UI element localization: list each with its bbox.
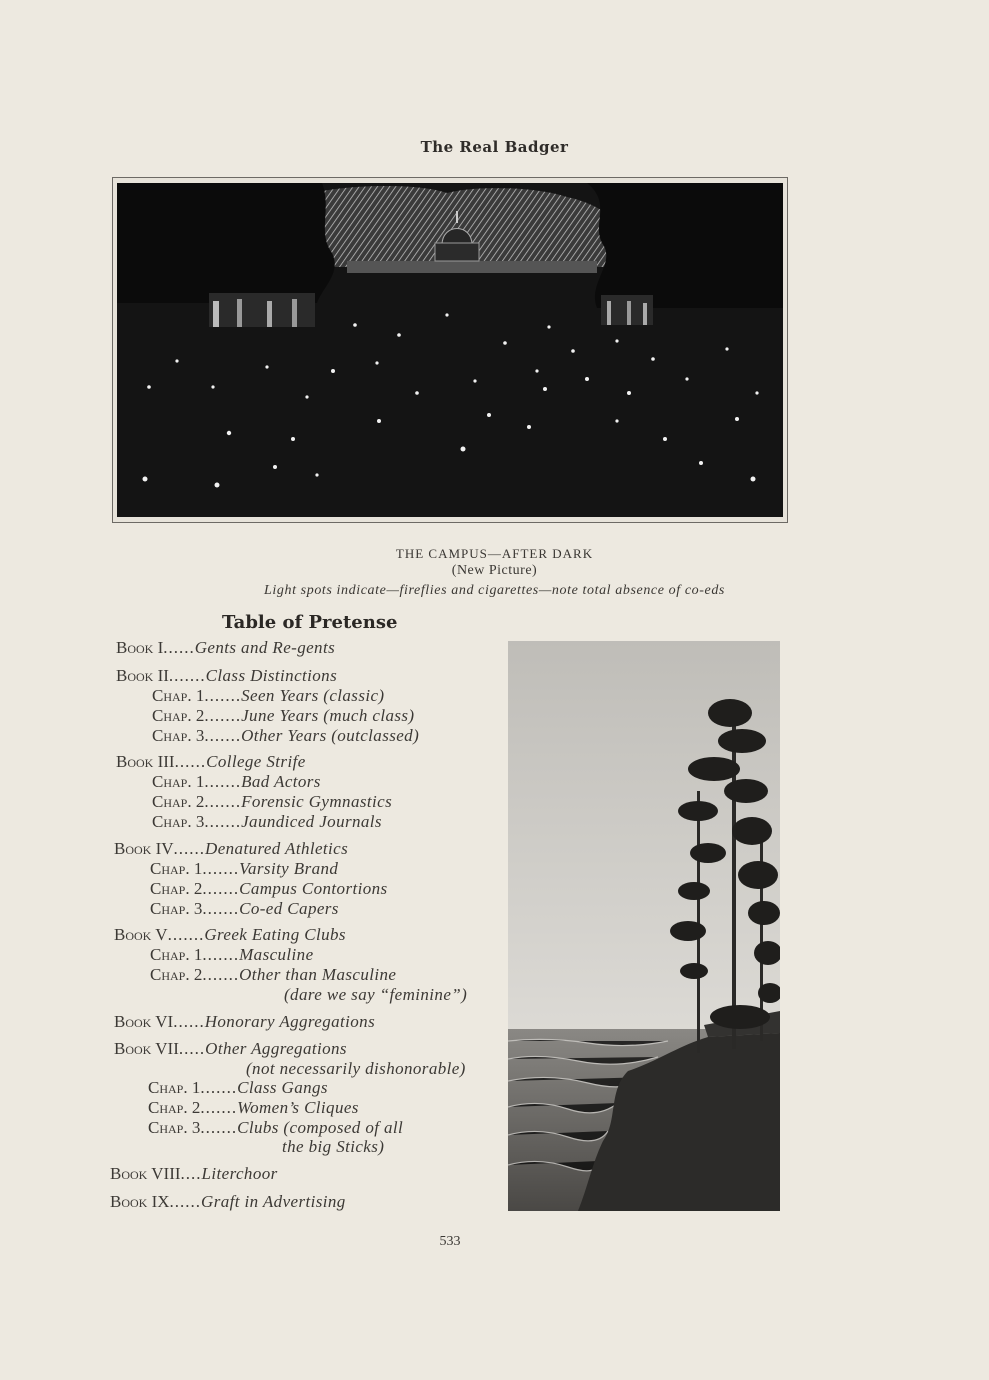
- toc-entry: Book IV......Denatured Athletics: [114, 839, 349, 858]
- toc-entry: Book VII.....Other Aggregations: [114, 1039, 347, 1058]
- image-caption-note: Light spots indicate—fireflies and cigarettes—note total absence of co-eds: [264, 583, 725, 598]
- toc-entry: Chap. 2.......Women’s Cliques: [148, 1098, 359, 1117]
- toc-entry: Book V.......Greek Eating Clubs: [114, 925, 346, 944]
- lakeshore-pines-photo: [508, 641, 780, 1211]
- toc-entry: Chap. 1.......Class Gangs: [148, 1078, 328, 1097]
- campus-night-illustration: [117, 183, 783, 517]
- toc-entry: Chap. 3.......Clubs (composed of all: [148, 1118, 404, 1137]
- toc-entry: Chap. 3.......Co-ed Capers: [150, 899, 339, 918]
- image-caption-subtitle: (New Picture): [451, 563, 538, 578]
- toc-entry: Chap. 2.......June Years (much class): [152, 706, 415, 725]
- toc-entry: Book VI......Honorary Aggregations: [114, 1012, 376, 1031]
- toc-entry: Chap. 3.......Jaundiced Journals: [152, 812, 382, 831]
- toc-entry: Book I......Gents and Re-gents: [116, 638, 336, 657]
- toc-entry: Chap. 2.......Forensic Gymnastics: [152, 792, 393, 811]
- toc-entry: Chap. 1.......Bad Actors: [152, 772, 321, 791]
- toc-entry: Chap. 2.......Campus Contortions: [150, 879, 388, 898]
- toc-entry: Chap. 2.......Other than Masculine: [150, 965, 397, 984]
- toc-entry: Book IX......Graft in Advertising: [110, 1192, 346, 1211]
- toc-entry: Book VIII....Literchoor: [110, 1164, 278, 1183]
- toc-entry: Chap. 1.......Varsity Brand: [150, 859, 339, 878]
- toc-entry: Chap. 1.......Masculine: [150, 945, 314, 964]
- page-number: 533: [439, 1234, 461, 1249]
- toc-entry: Chap. 3.......Other Years (outclassed): [152, 726, 420, 745]
- toc-entry: Book III......College Strife: [116, 752, 306, 771]
- toc-entry: Chap. 1.......Seen Years (classic): [152, 686, 385, 705]
- toc-entry: Book II.......Class Distinctions: [116, 666, 338, 685]
- toc-title: Table of Pretense: [222, 612, 398, 633]
- campus-night-photo-frame: [112, 177, 788, 523]
- toc-entry: (not necessarily dishonorable): [246, 1059, 466, 1078]
- toc-entry: (dare we say “feminine”): [284, 985, 468, 1004]
- image-caption-title: THE CAMPUS—AFTER DARK: [395, 546, 594, 561]
- running-header: The Real Badger: [420, 138, 569, 156]
- toc-entry: the big Sticks): [282, 1137, 385, 1156]
